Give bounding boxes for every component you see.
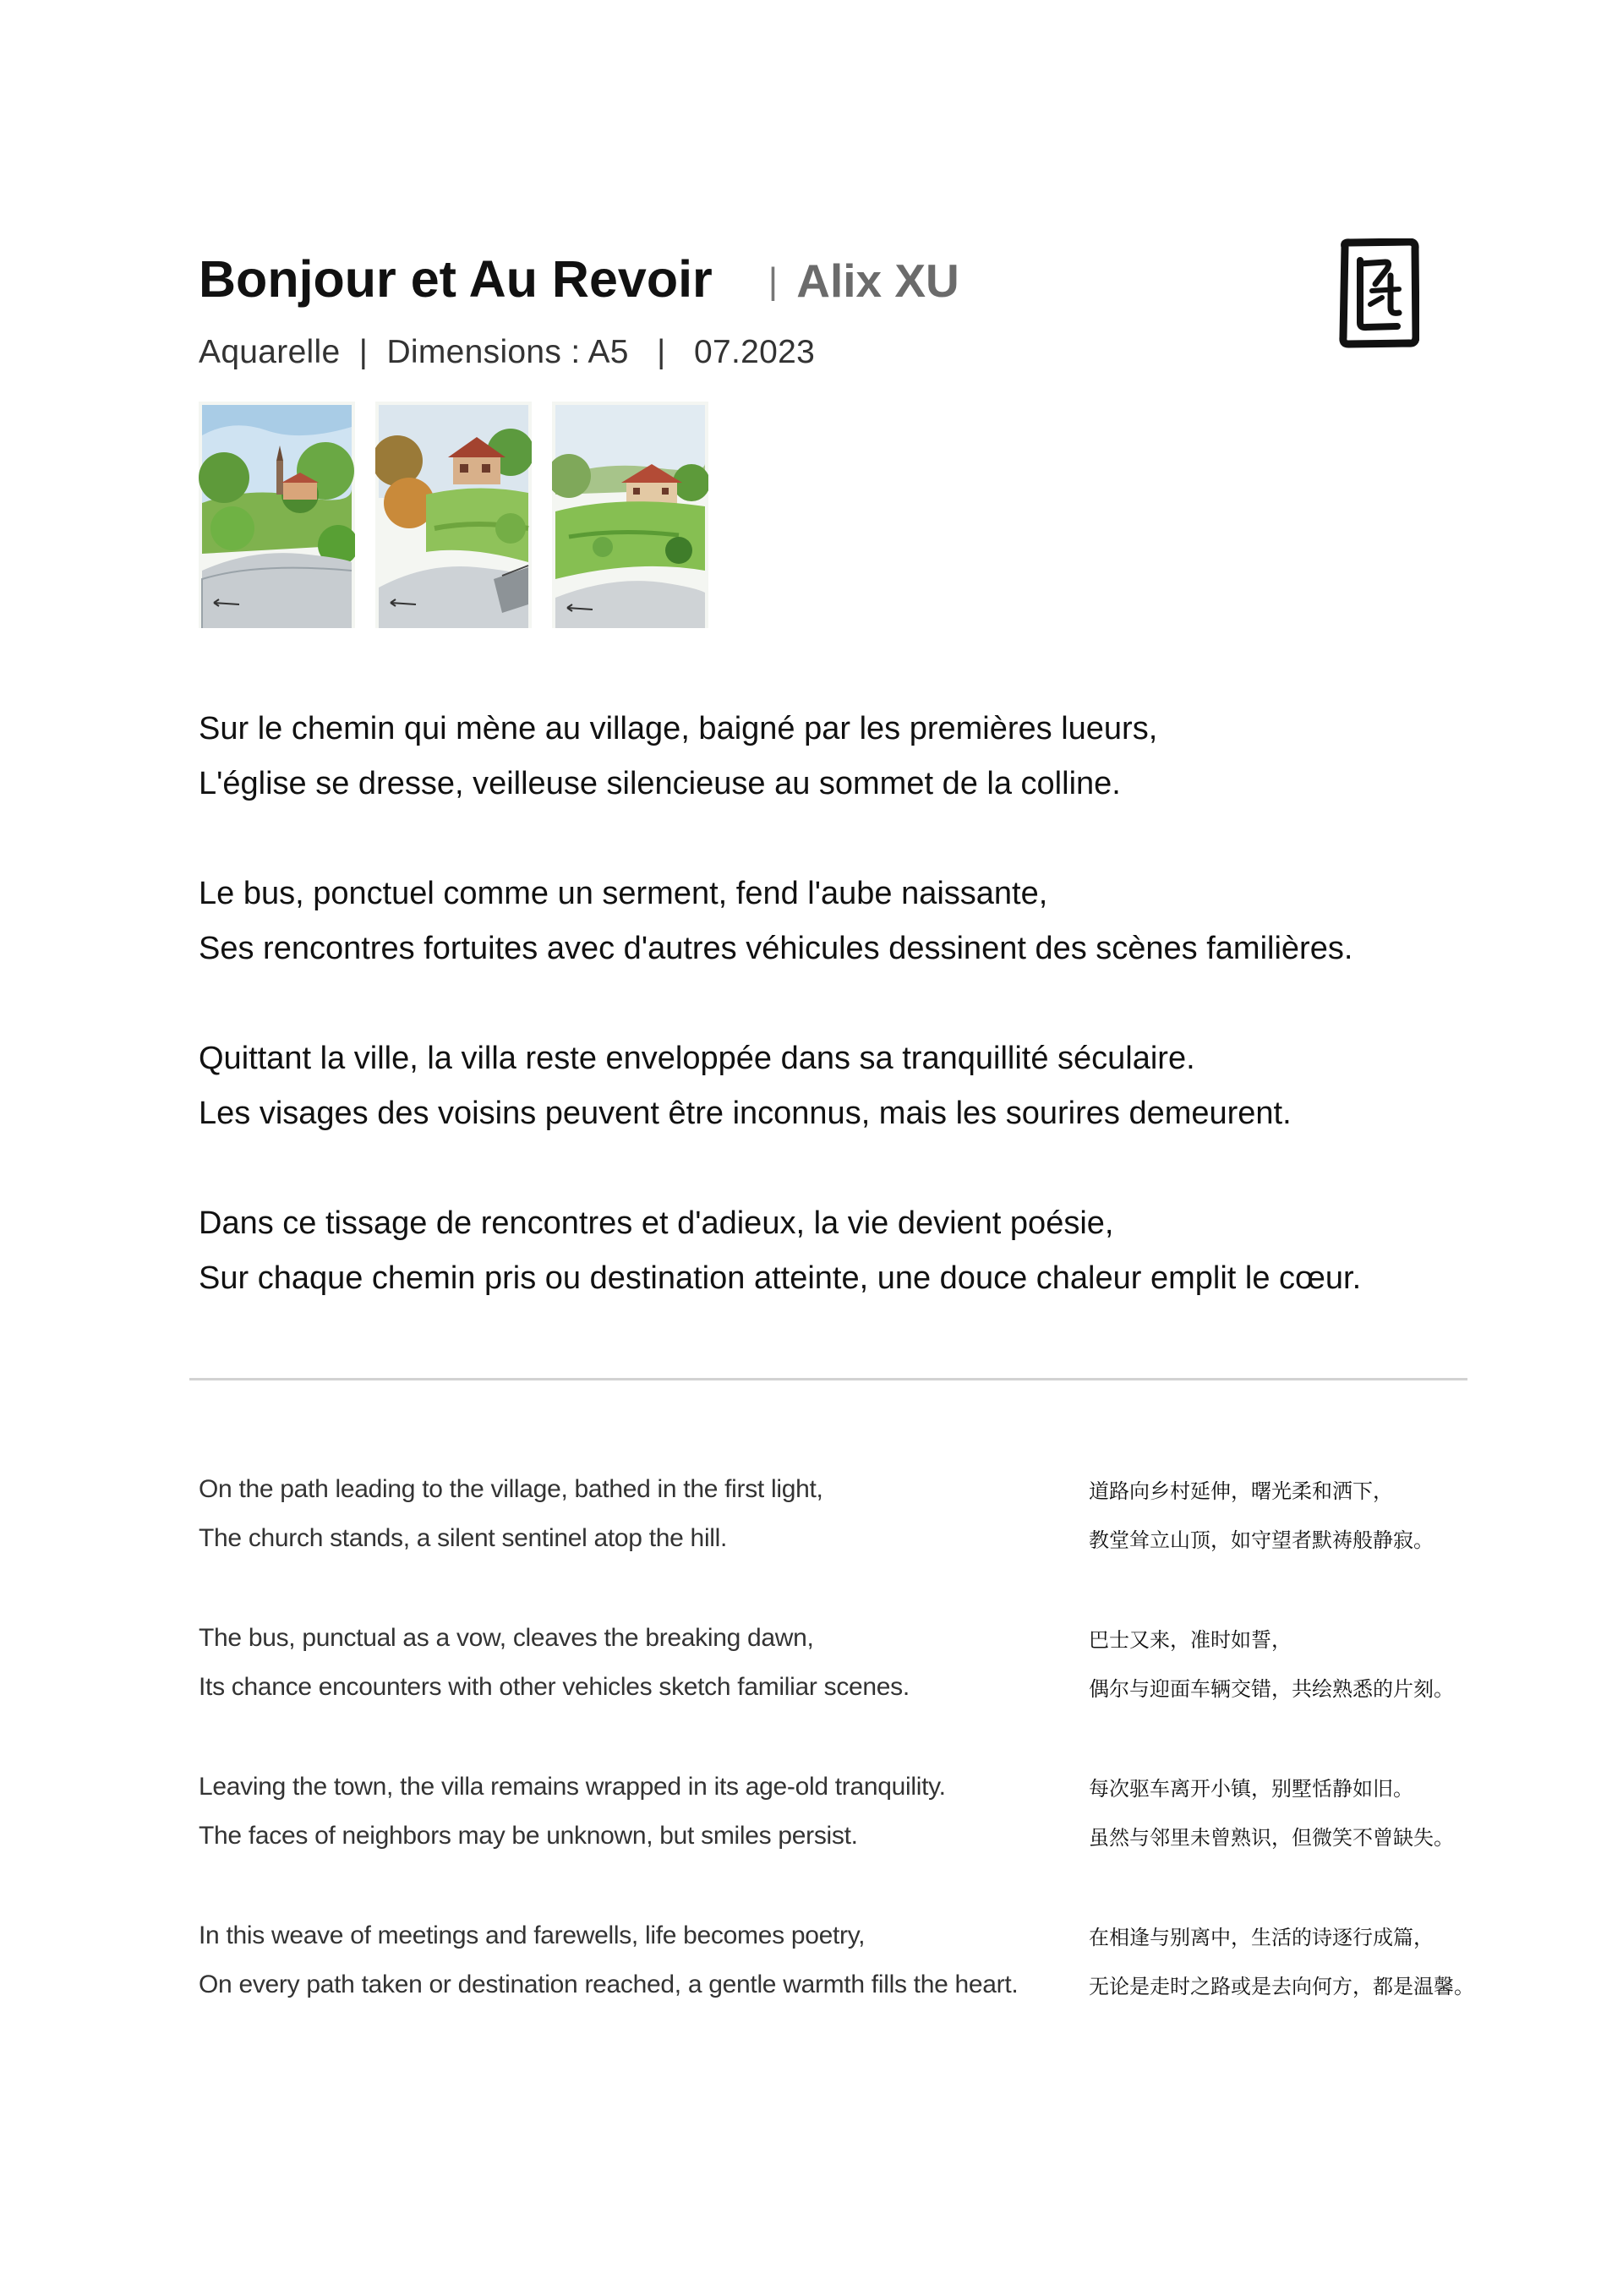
- chinese-line: 道路向乡村延伸，曙光柔和洒下，: [1089, 1479, 1393, 1503]
- french-line: Dans ce tissage de rencontres et d'adieux, la vie devient poésie,: [199, 1205, 1114, 1241]
- artist-seal-logo: [1338, 238, 1419, 348]
- title-separator: |: [768, 260, 779, 302]
- english-poem: [199, 1465, 1018, 2009]
- english-line: On every path taken or destination reached, a gentle warmth fills the heart.: [199, 1971, 1019, 1998]
- french-line: L'église se dresse, veilleuse silencieuse au sommet de la colline.: [199, 766, 1121, 801]
- title-row: [199, 249, 959, 309]
- page-title: Bonjour et Au Revoir: [199, 250, 713, 308]
- chinese-line: 教堂耸立山顶，如守望者默祷般静寂。: [1089, 1528, 1434, 1552]
- french-stanza: [199, 866, 1361, 976]
- chinese-stanza: [1089, 1764, 1474, 1862]
- french-line: Ses rencontres fortuites avec d'autres véhicules dessinent des scènes familières.: [199, 931, 1353, 966]
- chinese-line: 无论是走时之路或是去向何方，都是温馨。: [1089, 1975, 1474, 1998]
- chinese-poem: [1089, 1467, 1474, 2011]
- french-poem: [199, 702, 1361, 1306]
- chinese-stanza: [1089, 1467, 1474, 1565]
- artwork-meta: Aquarelle | Dimensions : A5 | 07.2023: [199, 334, 816, 370]
- french-stanza: [199, 702, 1361, 812]
- chinese-stanza: [1089, 1615, 1474, 1714]
- author-name: Alix XU: [796, 254, 959, 307]
- chinese-line: 偶尔与迎面车辆交错，共绘熟悉的片刻。: [1089, 1677, 1454, 1701]
- chinese-line: 每次驱车离开小镇，别墅恬静如旧。: [1089, 1777, 1413, 1801]
- section-divider: [189, 1378, 1467, 1380]
- french-stanza: [199, 1031, 1361, 1141]
- french-stanza: [199, 1196, 1361, 1306]
- chinese-line: 在相逢与别离中，生活的诗逐行成篇，: [1089, 1926, 1434, 1949]
- french-line: Sur le chemin qui mène au village, baigné par les premières lueurs,: [199, 711, 1158, 746]
- french-line: Le bus, ponctuel comme un serment, fend l'aube naissante,: [199, 876, 1048, 911]
- chinese-line: 巴士又来，准时如誓，: [1089, 1628, 1292, 1652]
- english-line: In this weave of meetings and farewells, life becomes poetry,: [199, 1922, 866, 1949]
- english-line: The church stands, a silent sentinel atop the hill.: [199, 1524, 728, 1552]
- painting-chalet: [375, 402, 532, 628]
- english-line: On the path leading to the village, bathed in the first light,: [199, 1475, 823, 1503]
- painting-farmhouse: [552, 402, 708, 628]
- chinese-stanza: [1089, 1913, 1474, 2011]
- english-stanza: [199, 1911, 1018, 2009]
- english-line: The faces of neighbors may be unknown, but smiles persist.: [199, 1822, 858, 1850]
- painting-village-church: [199, 402, 355, 628]
- painting-thumbnails: [199, 402, 708, 628]
- english-stanza: [199, 1465, 1018, 1563]
- french-line: Les visages des voisins peuvent être inconnus, mais les sourires demeurent.: [199, 1096, 1292, 1131]
- seal-icon: [1338, 238, 1419, 348]
- french-line: Quittant la ville, la villa reste enveloppée dans sa tranquillité séculaire.: [199, 1041, 1195, 1076]
- french-line: Sur chaque chemin pris ou destination atteinte, une douce chaleur emplit le cœur.: [199, 1260, 1362, 1296]
- english-line: The bus, punctual as a vow, cleaves the breaking dawn,: [199, 1624, 814, 1652]
- chinese-line: 虽然与邻里未曾熟识，但微笑不曾缺失。: [1089, 1826, 1454, 1850]
- english-stanza: [199, 1614, 1018, 1712]
- english-stanza: [199, 1763, 1018, 1861]
- english-line: Its chance encounters with other vehicles sketch familiar scenes.: [199, 1673, 910, 1701]
- english-line: Leaving the town, the villa remains wrapped in its age-old tranquility.: [199, 1773, 946, 1801]
